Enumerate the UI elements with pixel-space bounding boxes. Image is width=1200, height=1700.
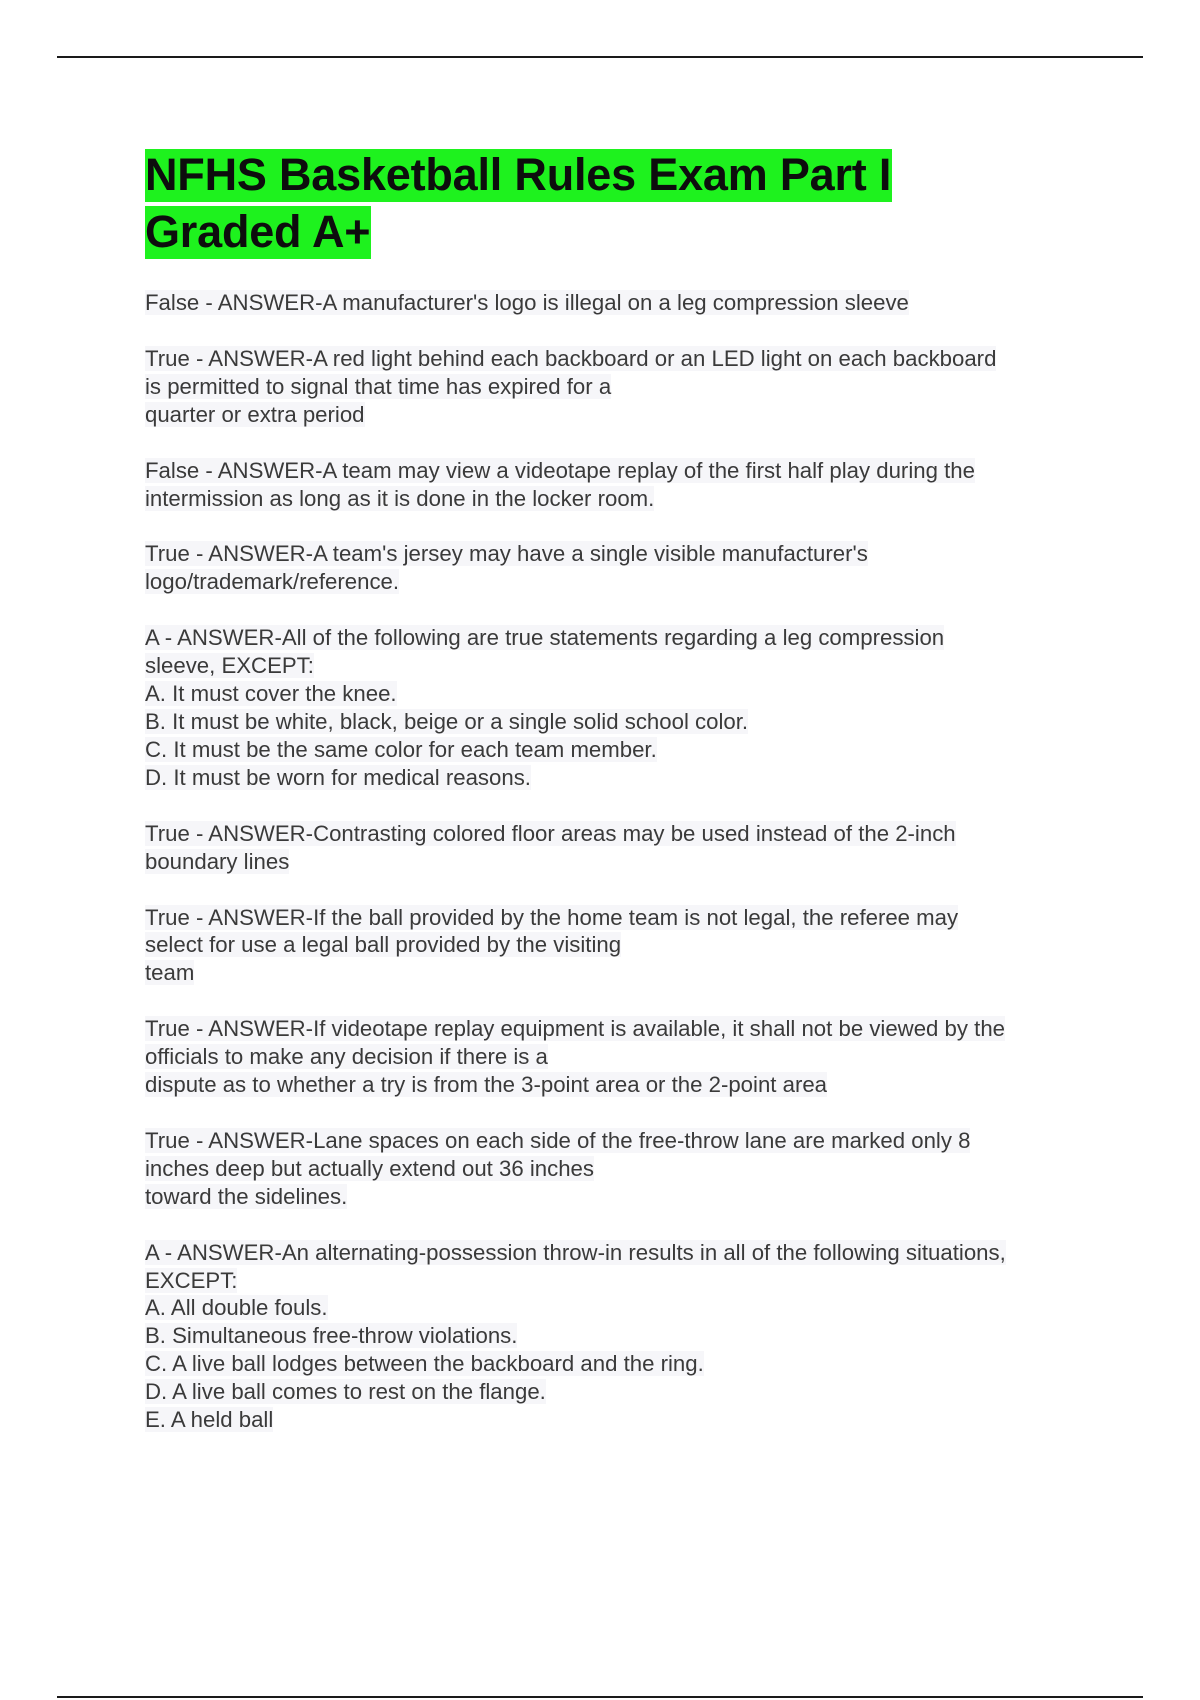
answer-line-text: True - ANSWER-Contrasting colored floor areas may be used instead of the 2-inch bbox=[145, 820, 956, 846]
answer-line bbox=[145, 708, 1095, 736]
answer-list bbox=[145, 289, 1095, 1434]
answer-line-text: True - ANSWER-A team's jersey may have a single visible manufacturer's bbox=[145, 541, 868, 567]
answer-line bbox=[145, 680, 1095, 708]
top-divider bbox=[57, 56, 1143, 58]
answer-line-text: D. It must be worn for medical reasons. bbox=[145, 764, 531, 790]
answer-line bbox=[145, 289, 1095, 317]
answer-line bbox=[145, 1406, 1095, 1434]
answer-line-text: A - ANSWER-All of the following are true statements regarding a leg compression bbox=[145, 625, 945, 651]
answer-line-text: C. It must be the same color for each team member. bbox=[145, 736, 657, 762]
document-title bbox=[145, 146, 1095, 260]
answer-line bbox=[145, 1239, 1095, 1267]
answer-item bbox=[145, 1127, 1095, 1211]
answer-line bbox=[145, 1378, 1095, 1406]
answer-item bbox=[145, 1015, 1095, 1099]
answer-line bbox=[145, 1127, 1095, 1155]
answer-line bbox=[145, 401, 1095, 429]
answer-line-text: is permitted to signal that time has expired for a bbox=[145, 373, 612, 399]
answer-line-text: False - ANSWER-A team may view a videotape replay of the first half play during the bbox=[145, 457, 975, 483]
bottom-divider bbox=[57, 1696, 1143, 1698]
answer-line bbox=[145, 568, 1095, 596]
answer-line-text: inches deep but actually extend out 36 inches bbox=[145, 1155, 594, 1181]
answer-line-text: toward the sidelines. bbox=[145, 1183, 348, 1209]
answer-line-text: A - ANSWER-An alternating-possession throw-in results in all of the following situations, bbox=[145, 1239, 1006, 1265]
answer-line bbox=[145, 624, 1095, 652]
answer-line-text: E. A held ball bbox=[145, 1407, 274, 1433]
answer-line-text: B. Simultaneous free-throw violations. bbox=[145, 1323, 518, 1349]
answer-item bbox=[145, 345, 1095, 429]
answer-line bbox=[145, 540, 1095, 568]
answer-line bbox=[145, 345, 1095, 373]
answer-line bbox=[145, 820, 1095, 848]
answer-line-text: A. It must cover the knee. bbox=[145, 681, 397, 707]
answer-line bbox=[145, 959, 1095, 987]
answer-line bbox=[145, 1043, 1095, 1071]
document-title-line-2: Graded A+ bbox=[145, 206, 371, 257]
answer-line bbox=[145, 1015, 1095, 1043]
answer-item bbox=[145, 624, 1095, 791]
answer-line-text: True - ANSWER-Lane spaces on each side of the free-throw lane are marked only 8 bbox=[145, 1127, 971, 1153]
answer-item bbox=[145, 1239, 1095, 1434]
answer-line-text: D. A live ball comes to rest on the flange. bbox=[145, 1379, 546, 1405]
document-title-line-1: NFHS Basketball Rules Exam Part I bbox=[145, 149, 892, 200]
answer-line bbox=[145, 904, 1095, 932]
answer-line-text: EXCEPT: bbox=[145, 1267, 238, 1293]
answer-line-text: False - ANSWER-A manufacturer's logo is illegal on a leg compression sleeve bbox=[145, 290, 909, 315]
answer-line-text: C. A live ball lodges between the backboard and the ring. bbox=[145, 1351, 704, 1377]
answer-line bbox=[145, 1155, 1095, 1183]
answer-line bbox=[145, 764, 1095, 792]
answer-line bbox=[145, 1322, 1095, 1350]
answer-item bbox=[145, 457, 1095, 513]
answer-line-text: boundary lines bbox=[145, 848, 290, 874]
answer-line-text: A. All double fouls. bbox=[145, 1295, 328, 1321]
answer-line bbox=[145, 1294, 1095, 1322]
answer-line bbox=[145, 736, 1095, 764]
answer-line-text: dispute as to whether a try is from the 3-point area or the 2-point area bbox=[145, 1072, 828, 1098]
answer-line bbox=[145, 485, 1095, 513]
answer-line-text: logo/trademark/reference. bbox=[145, 569, 400, 595]
answer-line-text: select for use a legal ball provided by the visiting bbox=[145, 932, 622, 958]
answer-item bbox=[145, 540, 1095, 596]
answer-line bbox=[145, 652, 1095, 680]
answer-line bbox=[145, 457, 1095, 485]
answer-line-text: intermission as long as it is done in the locker room. bbox=[145, 485, 655, 511]
answer-line bbox=[145, 373, 1095, 401]
answer-line-text: sleeve, EXCEPT: bbox=[145, 653, 314, 679]
answer-line bbox=[145, 931, 1095, 959]
answer-line bbox=[145, 1267, 1095, 1295]
answer-line-text: quarter or extra period bbox=[145, 401, 365, 427]
answer-line-text: team bbox=[145, 960, 195, 986]
answer-item bbox=[145, 904, 1095, 988]
answer-line bbox=[145, 1071, 1095, 1099]
answer-line-text: officials to make any decision if there is a bbox=[145, 1044, 548, 1070]
answer-line bbox=[145, 848, 1095, 876]
answer-line-text: True - ANSWER-If videotape replay equipment is available, it shall not be viewed by the bbox=[145, 1016, 1005, 1042]
answer-item bbox=[145, 289, 1095, 317]
document-body bbox=[145, 146, 1095, 1462]
answer-line bbox=[145, 1183, 1095, 1211]
answer-line-text: True - ANSWER-If the ball provided by the home team is not legal, the referee may bbox=[145, 904, 959, 930]
answer-line bbox=[145, 1350, 1095, 1378]
answer-item bbox=[145, 820, 1095, 876]
answer-line-text: True - ANSWER-A red light behind each backboard or an LED light on each backboard bbox=[145, 345, 997, 371]
answer-line-text: B. It must be white, black, beige or a single solid school color. bbox=[145, 708, 749, 734]
